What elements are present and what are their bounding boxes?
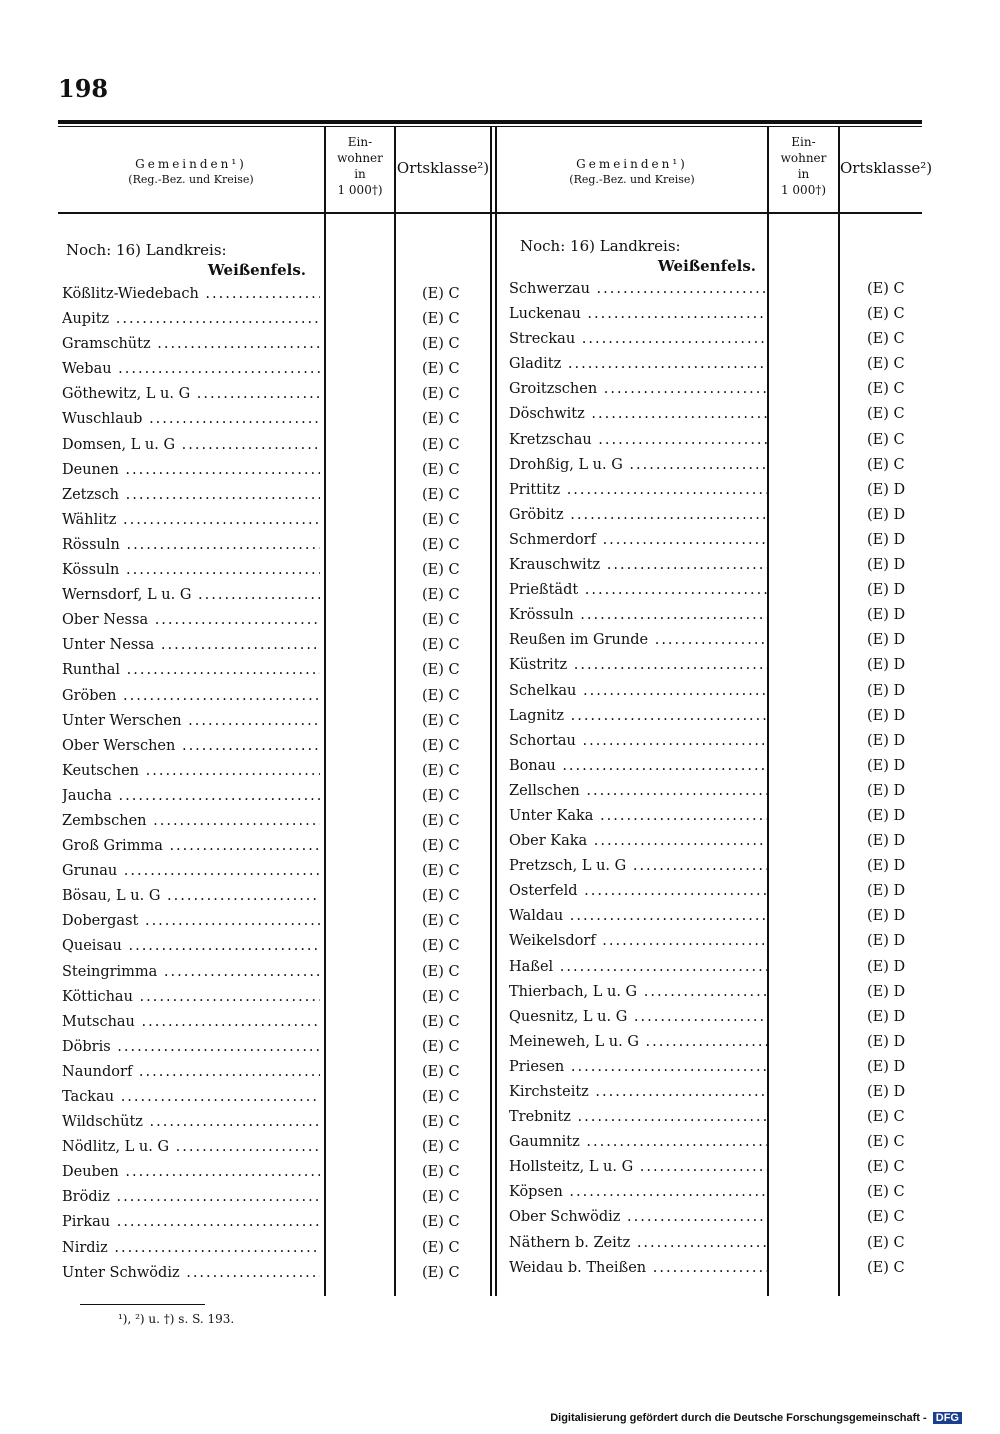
table-row xyxy=(62,861,492,886)
header-einwohner-line: Ein- xyxy=(347,135,373,149)
ortsklasse-value: (E) D xyxy=(867,958,906,975)
municipality-name: Wernsdorf, L u. G ..... xyxy=(62,585,320,605)
municipality-name: Bonau ..... xyxy=(509,756,767,776)
ortsklasse-value: (E) C xyxy=(422,411,460,428)
municipality-name: Gröbitz ..... xyxy=(509,505,767,525)
municipality-name: Ober Schwödiz ..... xyxy=(509,1207,767,1227)
municipality-name: Kirchsteitz ..... xyxy=(509,1082,767,1102)
table-row xyxy=(62,736,492,761)
header-einwohner-line: 1 000†) xyxy=(337,183,383,197)
municipality-name: Zetzsch ..... xyxy=(62,485,320,505)
table-row xyxy=(62,962,492,987)
ortsklasse-value: (E) D xyxy=(867,732,906,749)
municipality-name: Wuschlaub ..... xyxy=(62,409,320,429)
table-row xyxy=(509,630,922,655)
table-row xyxy=(62,1263,492,1288)
table-row xyxy=(62,1187,492,1212)
municipality-name: Gröben ..... xyxy=(62,686,320,706)
municipality-name: Pirkau ..... xyxy=(62,1212,320,1232)
ortsklasse-value: (E) C xyxy=(422,587,460,604)
municipality-name: Waldau ..... xyxy=(509,906,767,926)
municipality-name: Ober Kaka ..... xyxy=(509,831,767,851)
municipality-name: Göthewitz, L u. G ..... xyxy=(62,384,320,404)
ortsklasse-value: (E) C xyxy=(422,1164,460,1181)
ortsklasse-value: (E) C xyxy=(422,838,460,855)
ortsklasse-value: (E) C xyxy=(867,331,905,348)
table-row xyxy=(509,1233,922,1258)
table-row xyxy=(62,359,492,384)
municipality-name: Domsen, L u. G ..... xyxy=(62,435,320,455)
ortsklasse-value: (E) C xyxy=(422,536,460,553)
header-gemeinden-sub: (Reg.-Bez. und Kreise) xyxy=(569,173,695,186)
table-row xyxy=(509,555,922,580)
table-row xyxy=(509,605,922,630)
ortsklasse-value: (E) D xyxy=(867,657,906,674)
table-row xyxy=(62,761,492,786)
ortsklasse-value: (E) D xyxy=(867,908,906,925)
municipality-name: Döbris ..... xyxy=(62,1037,320,1057)
ortsklasse-value: (E) C xyxy=(422,737,460,754)
header-einwohner-left xyxy=(326,134,394,198)
table-row xyxy=(62,309,492,334)
municipality-name: Prittitz ..... xyxy=(509,480,767,500)
table-row xyxy=(62,786,492,811)
table-row xyxy=(509,906,922,931)
ortsklasse-value: (E) C xyxy=(422,436,460,453)
ortsklasse-value: (E) D xyxy=(867,481,906,498)
credit-text: Digitalisierung gefördert durch die Deutsche Forschungsgemeinschaft - xyxy=(550,1412,927,1424)
table-row xyxy=(62,485,492,510)
municipality-name: Köttichau ..... xyxy=(62,987,320,1007)
table-row xyxy=(509,931,922,956)
ortsklasse-value: (E) C xyxy=(422,938,460,955)
municipality-name: Wählitz ..... xyxy=(62,510,320,530)
ortsklasse-value: (E) C xyxy=(867,306,905,323)
ortsklasse-value: (E) D xyxy=(867,757,906,774)
table-row xyxy=(509,1207,922,1232)
municipality-name: Unter Kaka ..... xyxy=(509,806,767,826)
table-row xyxy=(62,460,492,485)
footnote-rule xyxy=(80,1304,205,1305)
municipality-name: Keutschen ..... xyxy=(62,761,320,781)
municipality-name: Weidau b. Theißen ..... xyxy=(509,1258,767,1278)
ortsklasse-value: (E) C xyxy=(867,356,905,373)
municipality-list-right xyxy=(509,279,922,1283)
ortsklasse-value: (E) C xyxy=(422,461,460,478)
municipality-name: Groß Grimma ..... xyxy=(62,836,320,856)
ortsklasse-value: (E) C xyxy=(422,1013,460,1030)
municipality-name: Mutschau ..... xyxy=(62,1012,320,1032)
table-row xyxy=(62,936,492,961)
table-row xyxy=(62,560,492,585)
municipality-name: Rössuln ..... xyxy=(62,535,320,555)
table-row xyxy=(62,1238,492,1263)
ortsklasse-value: (E) C xyxy=(422,1264,460,1281)
ortsklasse-value: (E) C xyxy=(422,1214,460,1231)
ortsklasse-value: (E) D xyxy=(867,1008,906,1025)
ortsklasse-value: (E) C xyxy=(422,361,460,378)
ortsklasse-value: (E) C xyxy=(422,863,460,880)
ortsklasse-value: (E) C xyxy=(422,637,460,654)
ortsklasse-value: (E) C xyxy=(422,812,460,829)
ortsklasse-value: (E) D xyxy=(867,557,906,574)
ortsklasse-value: (E) D xyxy=(867,983,906,1000)
ortsklasse-value: (E) D xyxy=(867,807,906,824)
municipality-name: Nirdiz ..... xyxy=(62,1238,320,1258)
table-row xyxy=(509,304,922,329)
municipality-name: Dobergast ..... xyxy=(62,911,320,931)
municipality-name: Krauschwitz ..... xyxy=(509,555,767,575)
municipality-name: Näthern b. Zeitz ..... xyxy=(509,1233,767,1253)
table-row xyxy=(509,957,922,982)
municipality-name: Unter Schwödiz ..... xyxy=(62,1263,320,1283)
header-ortsklasse-right: Ortsklasse²) xyxy=(840,159,933,177)
municipality-name: Grunau ..... xyxy=(62,861,320,881)
municipality-name: Unter Werschen ..... xyxy=(62,711,320,731)
ortsklasse-value: (E) D xyxy=(867,682,906,699)
header-gemeinden-title: Gemeinden¹) xyxy=(576,157,688,171)
table-row xyxy=(509,731,922,756)
table-row xyxy=(509,1057,922,1082)
municipality-name: Nödlitz, L u. G ..... xyxy=(62,1137,320,1157)
ortsklasse-value: (E) D xyxy=(867,1058,906,1075)
ortsklasse-value: (E) D xyxy=(867,582,906,599)
table-row xyxy=(62,1112,492,1137)
table-row xyxy=(509,756,922,781)
table-row xyxy=(62,1062,492,1087)
ortsklasse-value: (E) C xyxy=(422,963,460,980)
section-intro-left xyxy=(66,240,306,280)
ortsklasse-value: (E) C xyxy=(422,1139,460,1156)
table-row xyxy=(62,911,492,936)
municipality-name: Schmerdorf ..... xyxy=(509,530,767,550)
ortsklasse-value: (E) C xyxy=(422,712,460,729)
header-einwohner-right xyxy=(769,134,838,198)
header-einwohner-line: 1 000†) xyxy=(780,183,827,197)
municipality-name: Gladitz ..... xyxy=(509,354,767,374)
table-row xyxy=(509,655,922,680)
ortsklasse-value: (E) D xyxy=(867,883,906,900)
municipality-name: Priesen ..... xyxy=(509,1057,767,1077)
section-district-name: Weißenfels. xyxy=(657,257,756,275)
table-row xyxy=(62,660,492,685)
municipality-name: Deunen ..... xyxy=(62,460,320,480)
ortsklasse-value: (E) D xyxy=(867,531,906,548)
ortsklasse-value: (E) C xyxy=(422,1189,460,1206)
ortsklasse-value: (E) C xyxy=(867,1159,905,1176)
ortsklasse-value: (E) D xyxy=(867,858,906,875)
municipality-name: Naundorf ..... xyxy=(62,1062,320,1082)
municipality-name: Trebnitz ..... xyxy=(509,1107,767,1127)
ortsklasse-value: (E) C xyxy=(867,1234,905,1251)
ortsklasse-value: (E) C xyxy=(422,311,460,328)
table-row xyxy=(509,505,922,530)
table-row xyxy=(62,1162,492,1187)
ortsklasse-value: (E) C xyxy=(422,1063,460,1080)
ortsklasse-value: (E) C xyxy=(422,386,460,403)
table-row xyxy=(509,1182,922,1207)
ortsklasse-value: (E) D xyxy=(867,607,906,624)
municipality-list-left xyxy=(62,284,492,1288)
ortsklasse-value: (E) C xyxy=(867,1209,905,1226)
ortsklasse-value: (E) C xyxy=(867,406,905,423)
table-row xyxy=(62,284,492,309)
municipality-name: Köpsen ..... xyxy=(509,1182,767,1202)
table-row xyxy=(509,881,922,906)
table-row xyxy=(62,711,492,736)
table-row xyxy=(62,535,492,560)
municipality-name: Zellschen ..... xyxy=(509,781,767,801)
section-intro-right xyxy=(520,236,756,276)
table-row xyxy=(62,686,492,711)
ortsklasse-value: (E) C xyxy=(867,456,905,473)
municipality-name: Döschwitz ..... xyxy=(509,404,767,424)
header-einwohner-line: in xyxy=(354,167,366,181)
municipality-name: Aupitz ..... xyxy=(62,309,320,329)
municipality-name: Groitzschen ..... xyxy=(509,379,767,399)
ortsklasse-value: (E) C xyxy=(422,286,460,302)
ortsklasse-value: (E) C xyxy=(422,687,460,704)
municipality-name: Bösau, L u. G ..... xyxy=(62,886,320,906)
header-einwohner-line: Ein- xyxy=(791,135,816,149)
municipality-name: Tackau ..... xyxy=(62,1087,320,1107)
ortsklasse-value: (E) C xyxy=(422,1114,460,1131)
ortsklasse-value: (E) C xyxy=(867,431,905,448)
table-row xyxy=(62,334,492,359)
municipality-name: Jaucha ..... xyxy=(62,786,320,806)
section-intro-line: Noch: 16) Landkreis: xyxy=(66,241,227,259)
municipality-name: Prießtädt ..... xyxy=(509,580,767,600)
table-row xyxy=(62,987,492,1012)
municipality-name: Ober Werschen ..... xyxy=(62,736,320,756)
ortsklasse-value: (E) C xyxy=(422,562,460,579)
table-row xyxy=(62,811,492,836)
header-einwohner-line: wohner xyxy=(337,151,383,165)
table-row xyxy=(62,610,492,635)
header-gemeinden-right xyxy=(497,156,767,188)
municipality-name: Webau ..... xyxy=(62,359,320,379)
table-row xyxy=(62,409,492,434)
table-row xyxy=(509,831,922,856)
table-row xyxy=(509,279,922,304)
footnote: ¹), ²) u. †) s. S. 193. xyxy=(118,1312,235,1326)
table-row xyxy=(509,480,922,505)
table-row xyxy=(509,1258,922,1283)
ortsklasse-value: (E) C xyxy=(867,1134,905,1151)
municipality-name: Lagnitz ..... xyxy=(509,706,767,726)
dfg-logo: DFG xyxy=(933,1412,962,1424)
table-row xyxy=(509,856,922,881)
table-row xyxy=(509,354,922,379)
table-row xyxy=(62,1137,492,1162)
municipality-name: Drohßig, L u. G ..... xyxy=(509,455,767,475)
table-row xyxy=(509,455,922,480)
municipality-name: Deuben ..... xyxy=(62,1162,320,1182)
ortsklasse-value: (E) C xyxy=(422,988,460,1005)
ortsklasse-value: (E) D xyxy=(867,1033,906,1050)
table-row xyxy=(509,404,922,429)
ortsklasse-value: (E) C xyxy=(422,336,460,353)
ortsklasse-value: (E) C xyxy=(422,888,460,905)
ortsklasse-value: (E) C xyxy=(422,511,460,528)
table-row xyxy=(509,982,922,1007)
header-gemeinden-sub: (Reg.-Bez. und Kreise) xyxy=(128,173,254,186)
section-district-name: Weißenfels. xyxy=(207,261,306,279)
municipality-name: Reußen im Grunde ..... xyxy=(509,630,767,650)
table-row xyxy=(509,379,922,404)
municipality-name: Thierbach, L u. G ..... xyxy=(509,982,767,1002)
municipality-name: Streckau ..... xyxy=(509,329,767,349)
ortsklasse-value: (E) C xyxy=(422,787,460,804)
municipality-name: Kössuln ..... xyxy=(62,560,320,580)
table-row xyxy=(509,1007,922,1032)
header-einwohner-line: wohner xyxy=(780,151,827,165)
table-row xyxy=(62,510,492,535)
ortsklasse-value: (E) C xyxy=(867,1259,905,1276)
table-row xyxy=(509,530,922,555)
municipality-name: Quesnitz, L u. G ..... xyxy=(509,1007,767,1027)
municipality-name: Schortau ..... xyxy=(509,731,767,751)
municipality-name: Ober Nessa ..... xyxy=(62,610,320,630)
municipality-name: Gramschütz ..... xyxy=(62,334,320,354)
municipality-name: Steingrimma ..... xyxy=(62,962,320,982)
header-gemeinden-left xyxy=(60,156,322,188)
ortsklasse-value: (E) D xyxy=(867,632,906,649)
ortsklasse-value: (E) D xyxy=(867,933,906,950)
municipality-name: Queisau ..... xyxy=(62,936,320,956)
ortsklasse-value: (E) C xyxy=(422,662,460,679)
header-gemeinden-title: Gemeinden¹) xyxy=(135,157,247,171)
table-row xyxy=(62,886,492,911)
municipality-name: Unter Nessa ..... xyxy=(62,635,320,655)
ortsklasse-value: (E) C xyxy=(867,281,905,297)
municipality-name: Hollsteitz, L u. G ..... xyxy=(509,1157,767,1177)
ortsklasse-value: (E) C xyxy=(422,762,460,779)
header-ortsklasse-left: Ortsklasse²) xyxy=(396,159,490,177)
ortsklasse-value: (E) D xyxy=(867,1084,906,1100)
table-row xyxy=(509,1032,922,1057)
table-row xyxy=(62,836,492,861)
table-row xyxy=(509,781,922,806)
ortsklasse-value: (E) C xyxy=(867,1184,905,1201)
municipality-name: Brödiz ..... xyxy=(62,1187,320,1207)
table-row xyxy=(62,384,492,409)
municipality-name: Meineweh, L u. G ..... xyxy=(509,1032,767,1052)
municipality-name: Gaumnitz ..... xyxy=(509,1132,767,1152)
municipality-name: Haßel ..... xyxy=(509,957,767,977)
ortsklasse-value: (E) C xyxy=(867,381,905,398)
municipality-name: Zembschen ..... xyxy=(62,811,320,831)
table-row xyxy=(62,435,492,460)
municipality-name: Kretzschau ..... xyxy=(509,430,767,450)
table-row xyxy=(62,1037,492,1062)
table-row xyxy=(509,329,922,354)
ortsklasse-value: (E) D xyxy=(867,506,906,523)
table-row xyxy=(509,1082,922,1107)
ortsklasse-value: (E) C xyxy=(422,913,460,930)
ortsklasse-value: (E) C xyxy=(422,1239,460,1256)
ortsklasse-value: (E) C xyxy=(422,1089,460,1105)
table-row xyxy=(509,706,922,731)
ortsklasse-value: (E) D xyxy=(867,782,906,799)
municipality-name: Pretzsch, L u. G ..... xyxy=(509,856,767,876)
municipality-name: Schwerzau ..... xyxy=(509,279,767,299)
municipality-name: Krössuln ..... xyxy=(509,605,767,625)
ortsklasse-value: (E) C xyxy=(422,1038,460,1055)
municipality-name: Osterfeld ..... xyxy=(509,881,767,901)
section-intro-line: Noch: 16) Landkreis: xyxy=(520,237,681,255)
table-row xyxy=(509,1132,922,1157)
header-einwohner-line: in xyxy=(797,167,810,181)
table-row xyxy=(62,585,492,610)
municipality-name: Kößlitz-Wiedebach ..... xyxy=(62,284,320,304)
municipality-name: Wildschütz ..... xyxy=(62,1112,320,1132)
municipality-name: Luckenau ..... xyxy=(509,304,767,324)
table-row xyxy=(509,806,922,831)
table-row xyxy=(62,1087,492,1112)
municipality-name: Weikelsdorf ..... xyxy=(509,931,767,951)
municipality-name: Schelkau ..... xyxy=(509,681,767,701)
table-row xyxy=(509,430,922,455)
ortsklasse-value: (E) D xyxy=(867,707,906,724)
table-row xyxy=(509,1157,922,1182)
ortsklasse-value: (E) C xyxy=(422,612,460,629)
page-number: 198 xyxy=(58,74,109,103)
table-row xyxy=(62,1012,492,1037)
table-row xyxy=(509,681,922,706)
ortsklasse-value: (E) C xyxy=(867,1109,905,1126)
municipality-name: Küstritz ..... xyxy=(509,655,767,675)
table-row xyxy=(509,580,922,605)
table-row xyxy=(62,1212,492,1237)
header-rule-thick xyxy=(58,120,922,124)
table-row xyxy=(62,635,492,660)
ortsklasse-value: (E) D xyxy=(867,833,906,850)
digitization-credit xyxy=(550,1412,962,1424)
column-divider-middle xyxy=(495,126,497,1296)
municipality-name: Runthal ..... xyxy=(62,660,320,680)
table-row xyxy=(509,1107,922,1132)
ortsklasse-value: (E) C xyxy=(422,486,460,503)
